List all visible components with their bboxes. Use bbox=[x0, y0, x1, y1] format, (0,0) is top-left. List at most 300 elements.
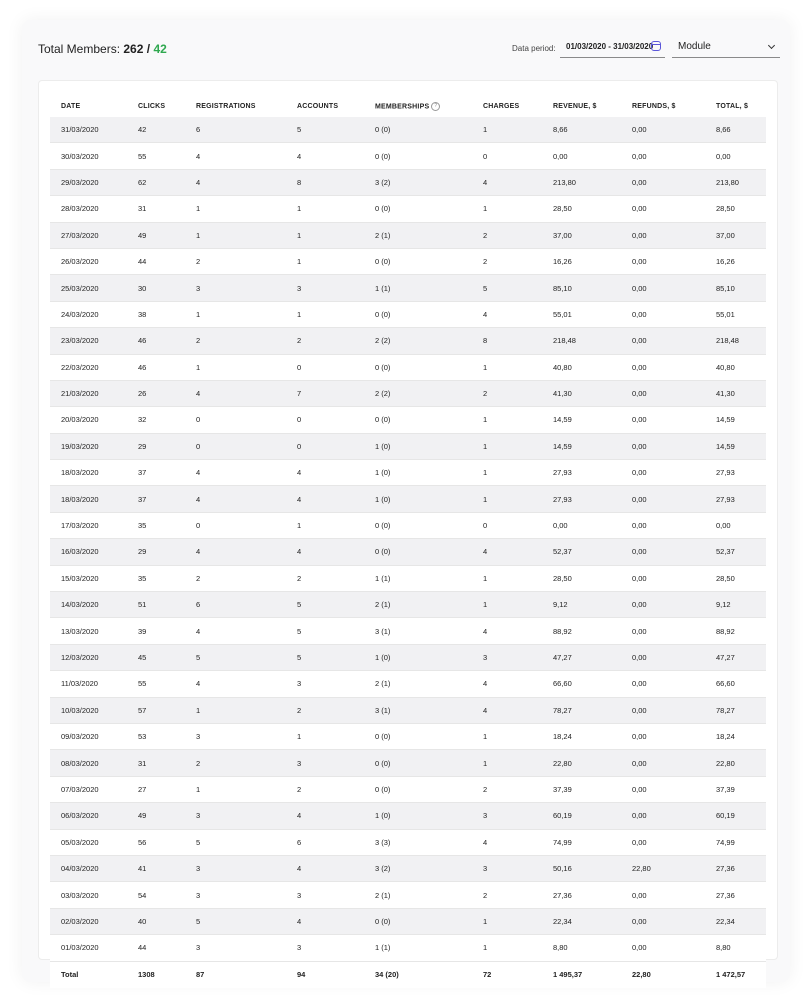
cell-charges: 5 bbox=[472, 275, 542, 301]
cell-revenue: 47,27 bbox=[542, 644, 621, 670]
cell-accounts: 4 bbox=[286, 855, 364, 881]
cell-date: 12/03/2020 bbox=[50, 644, 127, 670]
cell-revenue: 55,01 bbox=[542, 301, 621, 327]
col-accounts: ACCOUNTS bbox=[297, 102, 339, 110]
table-header-row bbox=[50, 95, 766, 117]
cell-memberships: 0 (0) bbox=[364, 776, 472, 802]
cell-accounts: 2 bbox=[286, 697, 364, 723]
total-refunds: 22,80 bbox=[621, 961, 705, 988]
cell-clicks: 62 bbox=[127, 169, 185, 195]
cell-refunds: 0,00 bbox=[621, 433, 705, 459]
cell-charges: 2 bbox=[472, 380, 542, 406]
cell-date: 03/03/2020 bbox=[50, 882, 127, 908]
cell-total: 78,27 bbox=[705, 697, 766, 723]
cell-registrations: 1 bbox=[185, 196, 286, 222]
table-row bbox=[50, 935, 766, 961]
cell-registrations: 1 bbox=[185, 697, 286, 723]
cell-charges: 1 bbox=[472, 908, 542, 934]
cell-clicks: 51 bbox=[127, 592, 185, 618]
cell-total: 22,34 bbox=[705, 908, 766, 934]
cell-registrations: 4 bbox=[185, 486, 286, 512]
cell-clicks: 55 bbox=[127, 671, 185, 697]
cell-clicks: 38 bbox=[127, 301, 185, 327]
cell-date: 24/03/2020 bbox=[50, 301, 127, 327]
cell-charges: 4 bbox=[472, 618, 542, 644]
cell-accounts: 4 bbox=[286, 539, 364, 565]
cell-date: 16/03/2020 bbox=[50, 539, 127, 565]
cell-registrations: 4 bbox=[185, 169, 286, 195]
cell-memberships: 2 (2) bbox=[364, 328, 472, 354]
cell-date: 05/03/2020 bbox=[50, 829, 127, 855]
cell-clicks: 46 bbox=[127, 328, 185, 354]
cell-registrations: 4 bbox=[185, 380, 286, 406]
cell-revenue: 16,26 bbox=[542, 248, 621, 274]
cell-registrations: 5 bbox=[185, 829, 286, 855]
cell-charges: 1 bbox=[472, 723, 542, 749]
cell-registrations: 6 bbox=[185, 592, 286, 618]
cell-total: 28,50 bbox=[705, 565, 766, 591]
cell-accounts: 4 bbox=[286, 908, 364, 934]
cell-memberships: 1 (0) bbox=[364, 433, 472, 459]
cell-accounts: 0 bbox=[286, 354, 364, 380]
cell-refunds: 0,00 bbox=[621, 380, 705, 406]
table-row bbox=[50, 196, 766, 222]
cell-accounts: 6 bbox=[286, 829, 364, 855]
cell-clicks: 45 bbox=[127, 644, 185, 670]
cell-clicks: 49 bbox=[127, 222, 185, 248]
cell-total: 37,39 bbox=[705, 776, 766, 802]
cell-clicks: 32 bbox=[127, 407, 185, 433]
table-row bbox=[50, 248, 766, 274]
cell-accounts: 4 bbox=[286, 460, 364, 486]
cell-accounts: 1 bbox=[286, 512, 364, 538]
cell-revenue: 27,93 bbox=[542, 486, 621, 512]
cell-date: 08/03/2020 bbox=[50, 750, 127, 776]
cell-date: 01/03/2020 bbox=[50, 935, 127, 961]
cell-accounts: 3 bbox=[286, 750, 364, 776]
cell-registrations: 2 bbox=[185, 565, 286, 591]
cell-clicks: 49 bbox=[127, 803, 185, 829]
cell-accounts: 1 bbox=[286, 723, 364, 749]
cell-date: 15/03/2020 bbox=[50, 565, 127, 591]
cell-refunds: 0,00 bbox=[621, 776, 705, 802]
cell-clicks: 30 bbox=[127, 275, 185, 301]
cell-charges: 4 bbox=[472, 169, 542, 195]
cell-accounts: 1 bbox=[286, 196, 364, 222]
cell-total: 52,37 bbox=[705, 539, 766, 565]
cell-memberships: 2 (1) bbox=[364, 882, 472, 908]
cell-registrations: 1 bbox=[185, 301, 286, 327]
cell-memberships: 0 (0) bbox=[364, 512, 472, 538]
cell-memberships: 3 (2) bbox=[364, 855, 472, 881]
table-row bbox=[50, 328, 766, 354]
cell-registrations: 2 bbox=[185, 248, 286, 274]
cell-total: 14,59 bbox=[705, 407, 766, 433]
cell-revenue: 60,19 bbox=[542, 803, 621, 829]
info-icon[interactable]: ? bbox=[431, 102, 440, 111]
cell-refunds: 0,00 bbox=[621, 803, 705, 829]
cell-refunds: 0,00 bbox=[621, 354, 705, 380]
totals-row bbox=[50, 961, 766, 988]
cell-clicks: 54 bbox=[127, 882, 185, 908]
cell-revenue: 9,12 bbox=[542, 592, 621, 618]
module-select[interactable] bbox=[672, 36, 780, 58]
cell-registrations: 1 bbox=[185, 354, 286, 380]
cell-accounts: 5 bbox=[286, 644, 364, 670]
cell-memberships: 0 (0) bbox=[364, 539, 472, 565]
cell-total: 18,24 bbox=[705, 723, 766, 749]
table-row bbox=[50, 275, 766, 301]
cell-total: 213,80 bbox=[705, 169, 766, 195]
cell-total: 60,19 bbox=[705, 803, 766, 829]
cell-registrations: 3 bbox=[185, 935, 286, 961]
cell-refunds: 0,00 bbox=[621, 460, 705, 486]
cell-accounts: 4 bbox=[286, 803, 364, 829]
cell-refunds: 0,00 bbox=[621, 275, 705, 301]
cell-accounts: 1 bbox=[286, 301, 364, 327]
cell-refunds: 0,00 bbox=[621, 248, 705, 274]
cell-accounts: 7 bbox=[286, 380, 364, 406]
cell-accounts: 0 bbox=[286, 433, 364, 459]
cell-refunds: 0,00 bbox=[621, 328, 705, 354]
cell-clicks: 53 bbox=[127, 723, 185, 749]
cell-refunds: 0,00 bbox=[621, 196, 705, 222]
cell-revenue: 22,80 bbox=[542, 750, 621, 776]
table-row bbox=[50, 829, 766, 855]
cell-total: 14,59 bbox=[705, 433, 766, 459]
col-refunds: REFUNDS, $ bbox=[632, 102, 676, 110]
cell-memberships: 0 (0) bbox=[364, 196, 472, 222]
cell-revenue: 213,80 bbox=[542, 169, 621, 195]
cell-revenue: 41,30 bbox=[542, 380, 621, 406]
cell-clicks: 37 bbox=[127, 460, 185, 486]
cell-total: 0,00 bbox=[705, 512, 766, 538]
cell-total: 41,30 bbox=[705, 380, 766, 406]
cell-registrations: 2 bbox=[185, 750, 286, 776]
cell-revenue: 14,59 bbox=[542, 433, 621, 459]
cell-clicks: 56 bbox=[127, 829, 185, 855]
cell-clicks: 55 bbox=[127, 143, 185, 169]
cell-accounts: 3 bbox=[286, 935, 364, 961]
cell-charges: 2 bbox=[472, 776, 542, 802]
data-period-picker[interactable] bbox=[560, 36, 665, 58]
cell-refunds: 0,00 bbox=[621, 512, 705, 538]
dashboard-panel bbox=[22, 20, 790, 982]
cell-revenue: 28,50 bbox=[542, 196, 621, 222]
total-charges: 72 bbox=[472, 961, 542, 988]
cell-registrations: 3 bbox=[185, 855, 286, 881]
cell-registrations: 4 bbox=[185, 671, 286, 697]
table-row bbox=[50, 592, 766, 618]
cell-revenue: 50,16 bbox=[542, 855, 621, 881]
cell-memberships: 1 (1) bbox=[364, 565, 472, 591]
cell-total: 218,48 bbox=[705, 328, 766, 354]
cell-accounts: 2 bbox=[286, 565, 364, 591]
col-revenue: REVENUE, $ bbox=[553, 102, 597, 110]
cell-accounts: 8 bbox=[286, 169, 364, 195]
table-row bbox=[50, 882, 766, 908]
cell-date: 31/03/2020 bbox=[50, 117, 127, 143]
cell-revenue: 27,93 bbox=[542, 460, 621, 486]
cell-charges: 4 bbox=[472, 301, 542, 327]
cell-memberships: 1 (0) bbox=[364, 486, 472, 512]
cell-total: 40,80 bbox=[705, 354, 766, 380]
table-row bbox=[50, 512, 766, 538]
cell-registrations: 4 bbox=[185, 460, 286, 486]
cell-memberships: 3 (3) bbox=[364, 829, 472, 855]
table-row bbox=[50, 222, 766, 248]
cell-registrations: 3 bbox=[185, 882, 286, 908]
cell-revenue: 14,59 bbox=[542, 407, 621, 433]
cell-memberships: 3 (2) bbox=[364, 169, 472, 195]
cell-date: 30/03/2020 bbox=[50, 143, 127, 169]
cell-memberships: 0 (0) bbox=[364, 354, 472, 380]
cell-memberships: 0 (0) bbox=[364, 248, 472, 274]
total-clicks: 1308 bbox=[127, 961, 185, 988]
cell-date: 21/03/2020 bbox=[50, 380, 127, 406]
cell-total: 88,92 bbox=[705, 618, 766, 644]
total-total: 1 472,57 bbox=[705, 961, 766, 988]
cell-charges: 1 bbox=[472, 196, 542, 222]
col-memberships-label: MEMBERSHIPS bbox=[375, 102, 430, 110]
cell-revenue: 37,39 bbox=[542, 776, 621, 802]
cell-charges: 4 bbox=[472, 671, 542, 697]
cell-clicks: 31 bbox=[127, 750, 185, 776]
cell-registrations: 4 bbox=[185, 143, 286, 169]
table-row bbox=[50, 644, 766, 670]
module-select-value[interactable]: Module bbox=[678, 41, 711, 52]
cell-memberships: 0 (0) bbox=[364, 908, 472, 934]
cell-revenue: 52,37 bbox=[542, 539, 621, 565]
cell-date: 26/03/2020 bbox=[50, 248, 127, 274]
cell-charges: 1 bbox=[472, 460, 542, 486]
stats-card bbox=[38, 80, 778, 979]
cell-charges: 2 bbox=[472, 222, 542, 248]
cell-refunds: 0,00 bbox=[621, 169, 705, 195]
cell-date: 18/03/2020 bbox=[50, 460, 127, 486]
cell-date: 20/03/2020 bbox=[50, 407, 127, 433]
col-registrations: REGISTRATIONS bbox=[196, 102, 256, 110]
total-revenue: 1 495,37 bbox=[542, 961, 621, 988]
cell-total: 55,01 bbox=[705, 301, 766, 327]
cell-charges: 1 bbox=[472, 565, 542, 591]
cell-clicks: 42 bbox=[127, 117, 185, 143]
table-row bbox=[50, 354, 766, 380]
cell-revenue: 28,50 bbox=[542, 565, 621, 591]
cell-charges: 3 bbox=[472, 803, 542, 829]
table-row bbox=[50, 855, 766, 881]
total-registrations: 87 bbox=[185, 961, 286, 988]
cell-date: 06/03/2020 bbox=[50, 803, 127, 829]
cell-accounts: 1 bbox=[286, 222, 364, 248]
cell-total: 16,26 bbox=[705, 248, 766, 274]
members-separator: / bbox=[146, 42, 151, 56]
cell-clicks: 41 bbox=[127, 855, 185, 881]
table-row bbox=[50, 671, 766, 697]
cell-revenue: 218,48 bbox=[542, 328, 621, 354]
table-row bbox=[50, 407, 766, 433]
cell-refunds: 0,00 bbox=[621, 117, 705, 143]
cell-registrations: 3 bbox=[185, 803, 286, 829]
data-period-value[interactable]: 01/03/2020 - 31/03/2020 bbox=[566, 42, 654, 51]
cell-memberships: 2 (1) bbox=[364, 222, 472, 248]
cell-refunds: 0,00 bbox=[621, 644, 705, 670]
cell-revenue: 22,34 bbox=[542, 908, 621, 934]
cell-total: 27,93 bbox=[705, 486, 766, 512]
cell-refunds: 0,00 bbox=[621, 618, 705, 644]
cell-registrations: 5 bbox=[185, 644, 286, 670]
cell-date: 28/03/2020 bbox=[50, 196, 127, 222]
cell-refunds: 0,00 bbox=[621, 935, 705, 961]
cell-total: 27,36 bbox=[705, 882, 766, 908]
cell-date: 22/03/2020 bbox=[50, 354, 127, 380]
table-row bbox=[50, 750, 766, 776]
cell-total: 47,27 bbox=[705, 644, 766, 670]
cell-accounts: 5 bbox=[286, 117, 364, 143]
cell-revenue: 8,66 bbox=[542, 117, 621, 143]
cell-refunds: 0,00 bbox=[621, 723, 705, 749]
cell-date: 27/03/2020 bbox=[50, 222, 127, 248]
cell-accounts: 3 bbox=[286, 882, 364, 908]
total-label: Total bbox=[50, 961, 127, 988]
cell-refunds: 0,00 bbox=[621, 565, 705, 591]
cell-refunds: 0,00 bbox=[621, 592, 705, 618]
cell-memberships: 2 (1) bbox=[364, 592, 472, 618]
cell-revenue: 18,24 bbox=[542, 723, 621, 749]
table-row bbox=[50, 380, 766, 406]
cell-registrations: 0 bbox=[185, 433, 286, 459]
cell-refunds: 22,80 bbox=[621, 855, 705, 881]
cell-memberships: 0 (0) bbox=[364, 723, 472, 749]
cell-refunds: 0,00 bbox=[621, 908, 705, 934]
table-row bbox=[50, 433, 766, 459]
col-charges: CHARGES bbox=[483, 102, 520, 110]
cell-clicks: 44 bbox=[127, 935, 185, 961]
cell-accounts: 5 bbox=[286, 618, 364, 644]
cell-refunds: 0,00 bbox=[621, 750, 705, 776]
cell-refunds: 0,00 bbox=[621, 829, 705, 855]
cell-charges: 0 bbox=[472, 512, 542, 538]
cell-accounts: 4 bbox=[286, 486, 364, 512]
cell-total: 28,50 bbox=[705, 196, 766, 222]
cell-memberships: 1 (0) bbox=[364, 460, 472, 486]
cell-registrations: 4 bbox=[185, 618, 286, 644]
cell-clicks: 57 bbox=[127, 697, 185, 723]
cell-accounts: 3 bbox=[286, 275, 364, 301]
table-row bbox=[50, 117, 766, 143]
cell-total: 27,93 bbox=[705, 460, 766, 486]
table-row bbox=[50, 539, 766, 565]
cell-clicks: 46 bbox=[127, 354, 185, 380]
cell-accounts: 5 bbox=[286, 592, 364, 618]
table-row bbox=[50, 486, 766, 512]
cell-charges: 2 bbox=[472, 248, 542, 274]
cell-charges: 1 bbox=[472, 592, 542, 618]
stats-table bbox=[50, 95, 766, 988]
cell-registrations: 6 bbox=[185, 117, 286, 143]
cell-charges: 4 bbox=[472, 539, 542, 565]
table-row bbox=[50, 143, 766, 169]
total-accounts: 94 bbox=[286, 961, 364, 988]
table-row bbox=[50, 618, 766, 644]
cell-date: 09/03/2020 bbox=[50, 723, 127, 749]
cell-revenue: 78,27 bbox=[542, 697, 621, 723]
cell-date: 02/03/2020 bbox=[50, 908, 127, 934]
cell-clicks: 37 bbox=[127, 486, 185, 512]
cell-clicks: 26 bbox=[127, 380, 185, 406]
cell-revenue: 88,92 bbox=[542, 618, 621, 644]
col-clicks: CLICKS bbox=[138, 102, 166, 110]
chevron-down-icon[interactable] bbox=[768, 42, 775, 49]
cell-charges: 1 bbox=[472, 354, 542, 380]
calendar-icon[interactable] bbox=[651, 41, 661, 51]
cell-clicks: 35 bbox=[127, 512, 185, 538]
cell-memberships: 1 (0) bbox=[364, 644, 472, 670]
data-period-label: Data period: bbox=[512, 44, 556, 53]
cell-refunds: 0,00 bbox=[621, 222, 705, 248]
cell-clicks: 35 bbox=[127, 565, 185, 591]
cell-registrations: 0 bbox=[185, 512, 286, 538]
table-row bbox=[50, 908, 766, 934]
table-body bbox=[50, 117, 766, 961]
cell-charges: 1 bbox=[472, 407, 542, 433]
cell-charges: 1 bbox=[472, 486, 542, 512]
cell-charges: 3 bbox=[472, 855, 542, 881]
cell-refunds: 0,00 bbox=[621, 407, 705, 433]
cell-accounts: 3 bbox=[286, 671, 364, 697]
cell-date: 13/03/2020 bbox=[50, 618, 127, 644]
cell-clicks: 44 bbox=[127, 248, 185, 274]
cell-date: 14/03/2020 bbox=[50, 592, 127, 618]
cell-memberships: 1 (0) bbox=[364, 803, 472, 829]
cell-registrations: 1 bbox=[185, 222, 286, 248]
cell-registrations: 3 bbox=[185, 723, 286, 749]
total-members-label: Total Members: bbox=[38, 42, 121, 56]
cell-registrations: 5 bbox=[185, 908, 286, 934]
cell-clicks: 29 bbox=[127, 539, 185, 565]
cell-charges: 8 bbox=[472, 328, 542, 354]
cell-registrations: 4 bbox=[185, 539, 286, 565]
cell-total: 22,80 bbox=[705, 750, 766, 776]
cell-total: 0,00 bbox=[705, 143, 766, 169]
cell-total: 9,12 bbox=[705, 592, 766, 618]
table-row bbox=[50, 776, 766, 802]
col-memberships bbox=[364, 95, 472, 117]
active-members-count: 42 bbox=[153, 42, 167, 56]
cell-date: 04/03/2020 bbox=[50, 855, 127, 881]
cell-memberships: 0 (0) bbox=[364, 143, 472, 169]
cell-total: 27,36 bbox=[705, 855, 766, 881]
cell-revenue: 0,00 bbox=[542, 143, 621, 169]
cell-charges: 1 bbox=[472, 117, 542, 143]
cell-date: 07/03/2020 bbox=[50, 776, 127, 802]
cell-clicks: 27 bbox=[127, 776, 185, 802]
cell-total: 74,99 bbox=[705, 829, 766, 855]
cell-date: 29/03/2020 bbox=[50, 169, 127, 195]
cell-registrations: 0 bbox=[185, 407, 286, 433]
cell-refunds: 0,00 bbox=[621, 697, 705, 723]
cell-total: 85,10 bbox=[705, 275, 766, 301]
cell-revenue: 74,99 bbox=[542, 829, 621, 855]
col-total: TOTAL, $ bbox=[716, 102, 749, 110]
cell-memberships: 1 (1) bbox=[364, 935, 472, 961]
cell-charges: 1 bbox=[472, 433, 542, 459]
top-bar bbox=[38, 36, 780, 64]
cell-revenue: 0,00 bbox=[542, 512, 621, 538]
cell-clicks: 31 bbox=[127, 196, 185, 222]
cell-refunds: 0,00 bbox=[621, 143, 705, 169]
table-row bbox=[50, 697, 766, 723]
